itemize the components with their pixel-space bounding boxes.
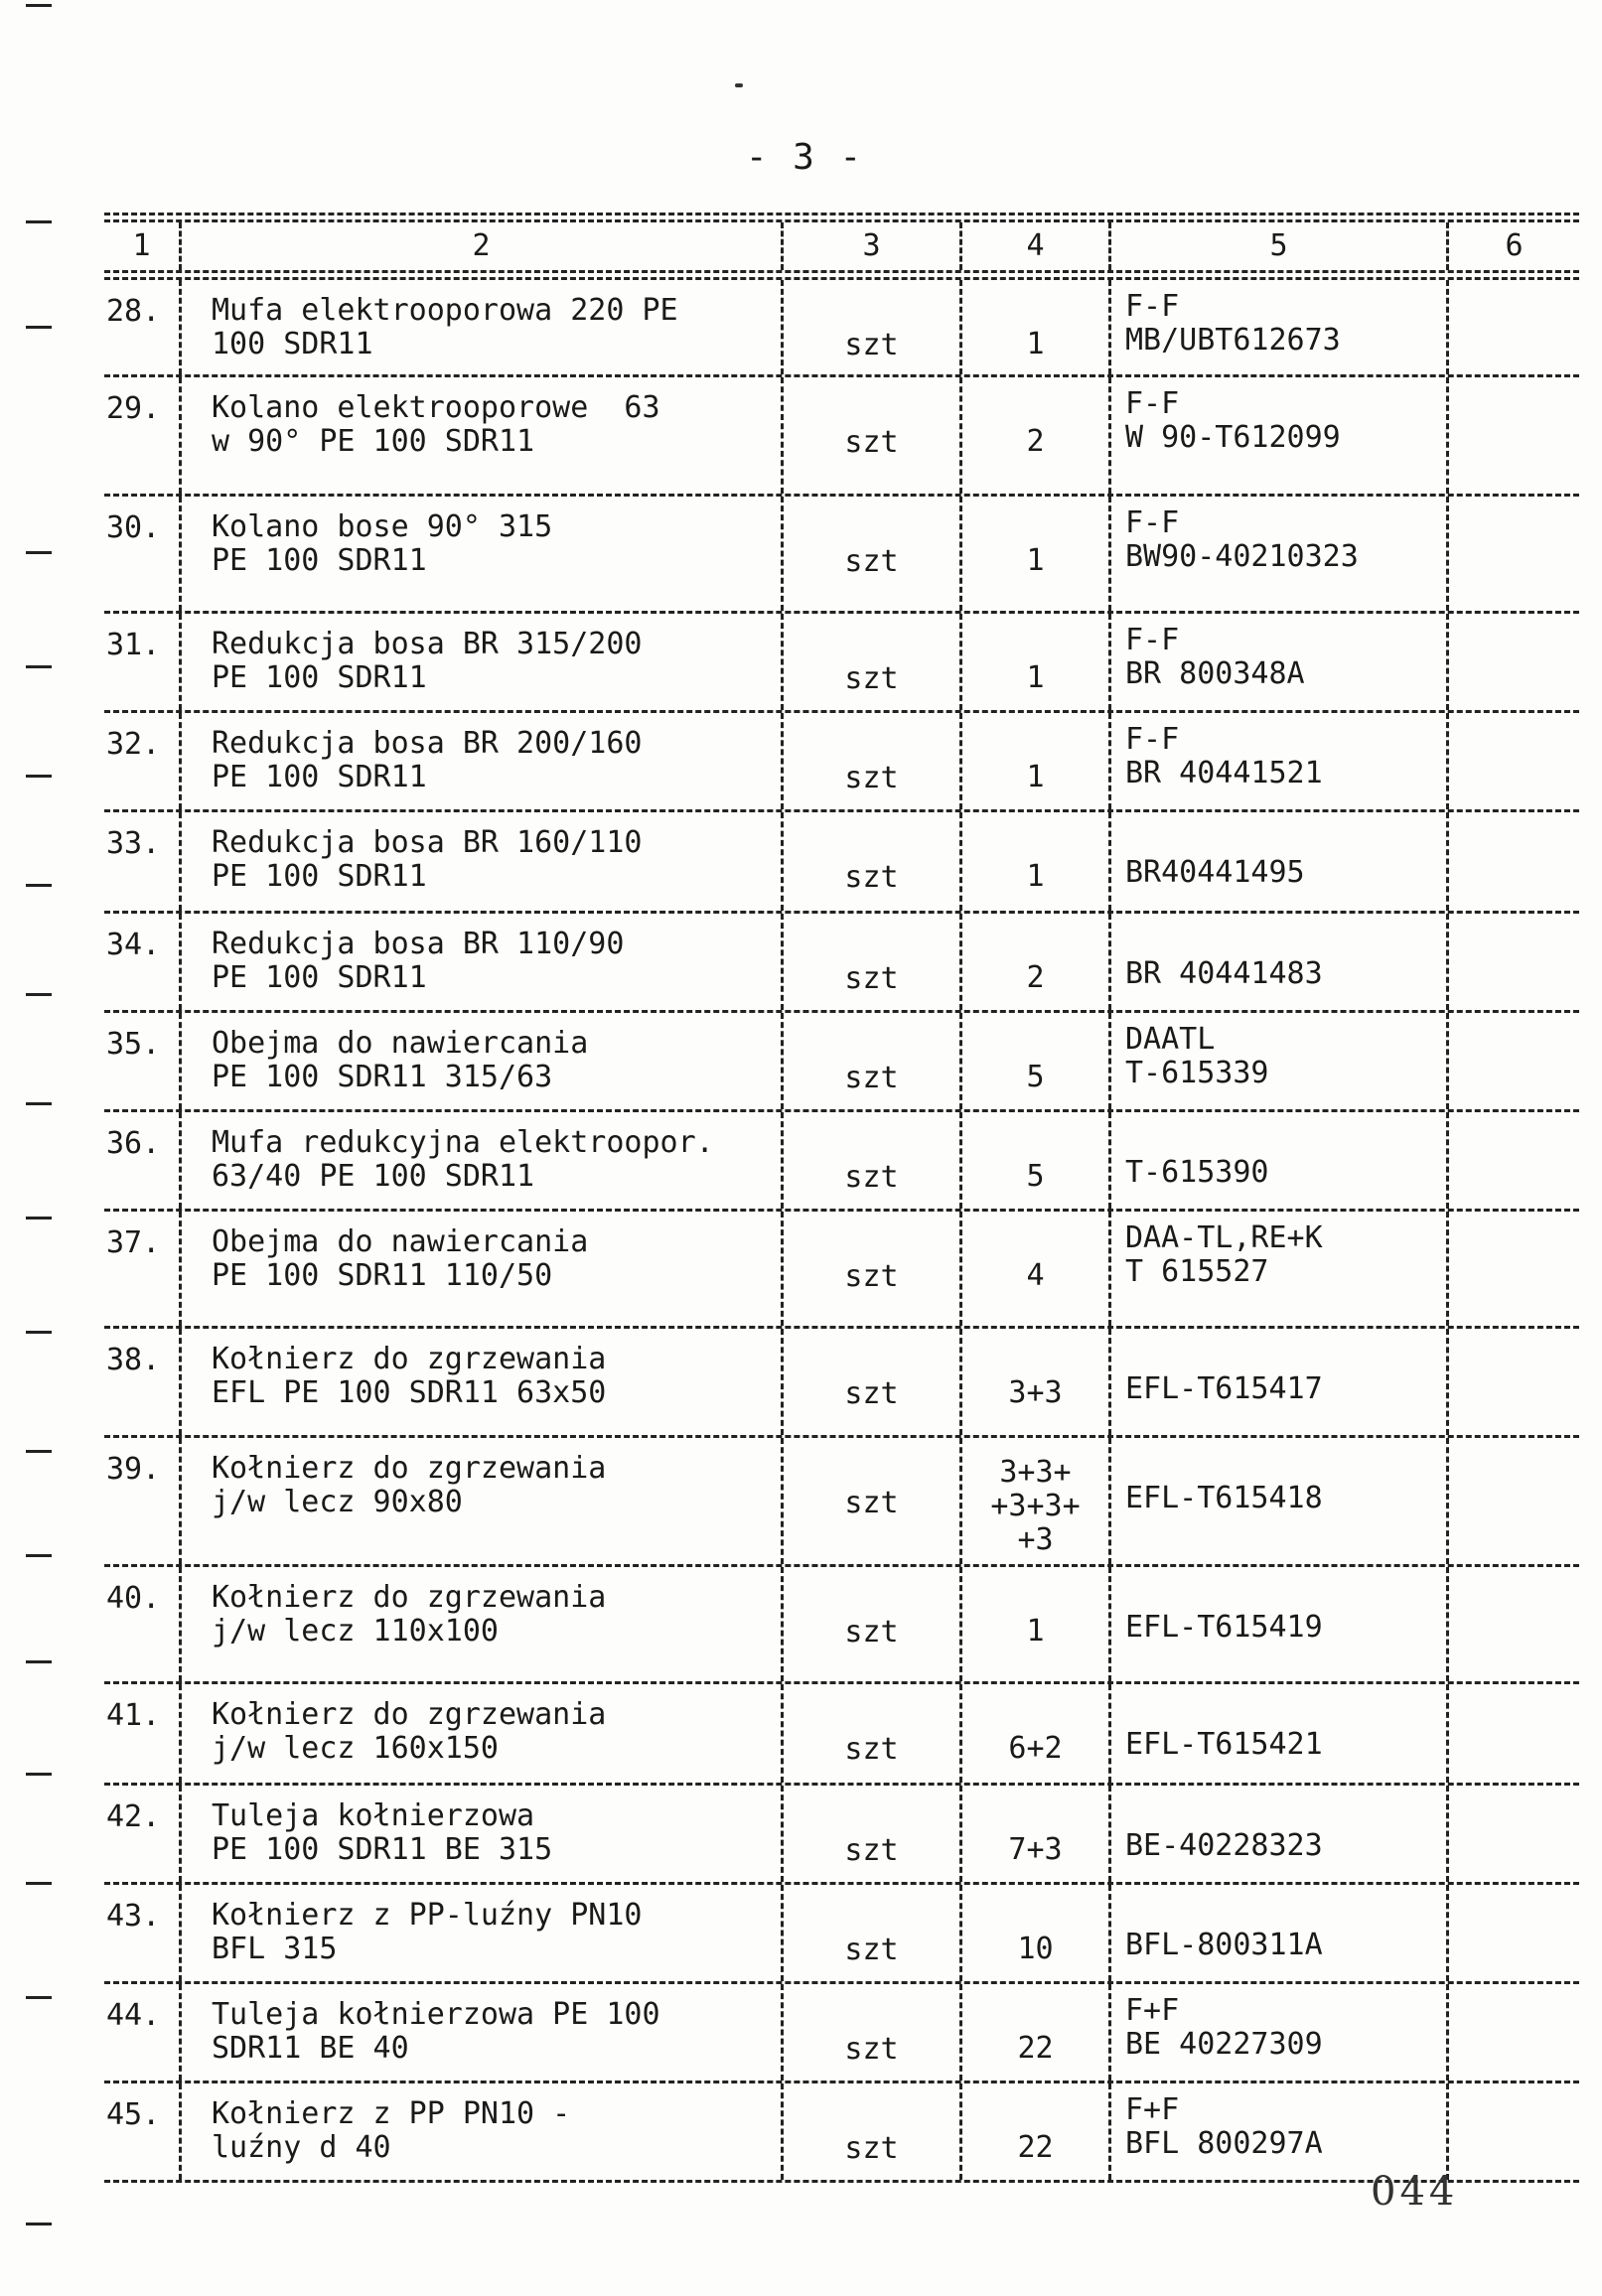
table-row	[104, 2083, 1579, 2183]
table-row	[104, 1013, 1579, 1112]
margin-mark	[26, 1331, 52, 1334]
item-description: Redukcja bosa BR 315/200 PE 100 SDR11	[182, 614, 784, 710]
item-code: F-F W 90-T612099	[1111, 377, 1449, 494]
table-row	[104, 1786, 1579, 1885]
item-code: EFL-T615419	[1111, 1567, 1449, 1681]
table-row	[104, 1438, 1579, 1567]
item-code: BE-40228323	[1111, 1786, 1449, 1882]
margin-mark	[26, 1217, 52, 1220]
item-unit: szt	[784, 1786, 962, 1882]
margin-mark	[26, 665, 52, 668]
margin-mark	[26, 1660, 52, 1663]
item-quantity: 4	[962, 1212, 1111, 1326]
item-notes	[1449, 614, 1579, 710]
item-quantity: 1	[962, 280, 1111, 374]
item-unit: szt	[784, 1684, 962, 1783]
item-description: Redukcja bosa BR 160/110 PE 100 SDR11	[182, 812, 784, 911]
item-code: F-F BW90-40210323	[1111, 497, 1449, 611]
item-unit: szt	[784, 1329, 962, 1435]
item-number: 31.	[104, 614, 182, 710]
item-number: 38.	[104, 1329, 182, 1435]
item-notes	[1449, 2083, 1579, 2180]
item-quantity: 6+2	[962, 1684, 1111, 1783]
item-unit: szt	[784, 1212, 962, 1326]
table-header-row	[104, 222, 1579, 270]
item-unit: szt	[784, 1885, 962, 1981]
margin-mark	[26, 1102, 52, 1105]
table-row	[104, 1567, 1579, 1684]
table-row	[104, 1684, 1579, 1786]
scan-speck	[735, 83, 743, 87]
item-quantity: 2	[962, 914, 1111, 1010]
table-row	[104, 614, 1579, 713]
item-description: Mufa redukcyjna elektroopor. 63/40 PE 100 SDR11	[182, 1112, 784, 1209]
item-number: 44.	[104, 1984, 182, 2081]
item-quantity: 3+3+ +3+3+ +3	[962, 1438, 1111, 1564]
item-notes	[1449, 914, 1579, 1010]
archive-stamp: 044	[1371, 2169, 1459, 2215]
item-quantity: 1	[962, 812, 1111, 911]
item-unit: szt	[784, 1984, 962, 2081]
item-notes	[1449, 1885, 1579, 1981]
column-header: 4	[962, 222, 1111, 270]
item-description: Tuleja kołnierzowa PE 100 SDR11 BE 40	[182, 1984, 784, 2081]
table-top-border	[104, 213, 1579, 222]
item-notes	[1449, 812, 1579, 911]
column-header: 3	[784, 222, 962, 270]
item-quantity: 3+3	[962, 1329, 1111, 1435]
item-unit: szt	[784, 1567, 962, 1681]
item-number: 32.	[104, 713, 182, 809]
item-description: Mufa elektrooporowa 220 PE 100 SDR11	[182, 280, 784, 374]
margin-mark	[26, 4, 52, 7]
item-number: 30.	[104, 497, 182, 611]
table-row	[104, 1212, 1579, 1329]
item-number: 33.	[104, 812, 182, 911]
item-unit: szt	[784, 1112, 962, 1209]
item-notes	[1449, 1212, 1579, 1326]
item-code: DAA-TL,RE+K T 615527	[1111, 1212, 1449, 1326]
table-row	[104, 914, 1579, 1013]
item-number: 40.	[104, 1567, 182, 1681]
item-code: F-F MB/UBT612673	[1111, 280, 1449, 374]
item-description: Kołnierz z PP PN10 - luźny d 40	[182, 2083, 784, 2180]
item-quantity: 5	[962, 1112, 1111, 1209]
item-unit: szt	[784, 280, 962, 374]
item-notes	[1449, 1984, 1579, 2081]
item-description: Kołnierz do zgrzewania j/w lecz 90x80	[182, 1438, 784, 1564]
item-notes	[1449, 713, 1579, 809]
table-row	[104, 713, 1579, 812]
item-code: EFL-T615418	[1111, 1438, 1449, 1564]
item-description: Tuleja kołnierzowa PE 100 SDR11 BE 315	[182, 1786, 784, 1882]
item-quantity: 1	[962, 713, 1111, 809]
item-number: 45.	[104, 2083, 182, 2180]
item-description: Kołnierz do zgrzewania EFL PE 100 SDR11 63x50	[182, 1329, 784, 1435]
item-number: 43.	[104, 1885, 182, 1981]
item-notes	[1449, 1013, 1579, 1109]
item-unit: szt	[784, 497, 962, 611]
item-description: Kolano elektrooporowe 63 w 90° PE 100 SDR11	[182, 377, 784, 494]
item-description: Obejma do nawiercania PE 100 SDR11 315/63	[182, 1013, 784, 1109]
margin-mark	[26, 1996, 52, 1999]
item-quantity: 1	[962, 614, 1111, 710]
item-notes	[1449, 280, 1579, 374]
item-description: Kolano bose 90° 315 PE 100 SDR11	[182, 497, 784, 611]
item-code: F-F BR 40441521	[1111, 713, 1449, 809]
item-description: Obejma do nawiercania PE 100 SDR11 110/50	[182, 1212, 784, 1326]
margin-mark	[26, 775, 52, 778]
page-number: - 3 -	[745, 137, 864, 178]
item-code: EFL-T615417	[1111, 1329, 1449, 1435]
item-notes	[1449, 497, 1579, 611]
item-unit: szt	[784, 614, 962, 710]
item-number: 37.	[104, 1212, 182, 1326]
item-quantity: 22	[962, 1984, 1111, 2081]
item-notes	[1449, 1567, 1579, 1681]
margin-mark	[26, 884, 52, 887]
item-code: T-615390	[1111, 1112, 1449, 1209]
margin-mark	[26, 1450, 52, 1453]
item-notes	[1449, 377, 1579, 494]
item-number: 35.	[104, 1013, 182, 1109]
item-code: BR40441495	[1111, 812, 1449, 911]
item-quantity: 1	[962, 1567, 1111, 1681]
parts-table	[104, 213, 1579, 2183]
item-unit: szt	[784, 377, 962, 494]
item-unit: szt	[784, 1438, 962, 1564]
column-header: 1	[104, 222, 182, 270]
item-notes	[1449, 1786, 1579, 1882]
column-header: 6	[1505, 228, 1524, 263]
item-unit: szt	[784, 2083, 962, 2180]
margin-mark	[26, 1554, 52, 1557]
table-row	[104, 1984, 1579, 2083]
table-row	[104, 497, 1579, 614]
item-notes	[1449, 1438, 1579, 1564]
item-quantity: 2	[962, 377, 1111, 494]
item-number: 28.	[104, 280, 182, 374]
item-code: F+F BFL 800297A	[1111, 2083, 1449, 2180]
item-description: Redukcja bosa BR 200/160 PE 100 SDR11	[182, 713, 784, 809]
table-row	[104, 1329, 1579, 1438]
item-number: 41.	[104, 1684, 182, 1783]
item-number: 39.	[104, 1438, 182, 1564]
table-row	[104, 1112, 1579, 1212]
item-quantity: 5	[962, 1013, 1111, 1109]
table-row	[104, 280, 1579, 377]
item-quantity: 10	[962, 1885, 1111, 1981]
item-code: EFL-T615421	[1111, 1684, 1449, 1783]
item-number: 34.	[104, 914, 182, 1010]
item-unit: szt	[784, 1013, 962, 1109]
item-quantity: 1	[962, 497, 1111, 611]
item-code: BR 40441483	[1111, 914, 1449, 1010]
item-code: BFL-800311A	[1111, 1885, 1449, 1981]
item-description: Kołnierz do zgrzewania j/w lecz 160x150	[182, 1684, 784, 1783]
item-number: 42.	[104, 1786, 182, 1882]
column-header: 5	[1111, 222, 1449, 270]
header-bottom-border	[104, 270, 1579, 280]
column-header: 2	[182, 222, 784, 270]
margin-mark	[26, 220, 52, 223]
item-notes	[1449, 1684, 1579, 1783]
item-unit: szt	[784, 914, 962, 1010]
table-row	[104, 812, 1579, 914]
item-number: 29.	[104, 377, 182, 494]
item-unit: szt	[784, 713, 962, 809]
margin-mark	[26, 326, 52, 329]
item-unit: szt	[784, 812, 962, 911]
table-row	[104, 377, 1579, 497]
item-quantity: 22	[962, 2083, 1111, 2180]
item-notes	[1449, 1329, 1579, 1435]
margin-mark	[26, 551, 52, 554]
item-number: 36.	[104, 1112, 182, 1209]
item-description: Kołnierz do zgrzewania j/w lecz 110x100	[182, 1567, 784, 1681]
item-code: DAATL T-615339	[1111, 1013, 1449, 1109]
item-description: Kołnierz z PP-luźny PN10 BFL 315	[182, 1885, 784, 1981]
margin-mark	[26, 2223, 52, 2225]
item-description: Redukcja bosa BR 110/90 PE 100 SDR11	[182, 914, 784, 1010]
item-notes	[1449, 1112, 1579, 1209]
item-code: F-F BR 800348A	[1111, 614, 1449, 710]
item-code: F+F BE 40227309	[1111, 1984, 1449, 2081]
margin-mark	[26, 1773, 52, 1776]
item-quantity: 7+3	[962, 1786, 1111, 1882]
table-body	[104, 280, 1579, 2183]
margin-mark	[26, 1882, 52, 1885]
margin-mark	[26, 993, 52, 996]
table-row	[104, 1885, 1579, 1984]
